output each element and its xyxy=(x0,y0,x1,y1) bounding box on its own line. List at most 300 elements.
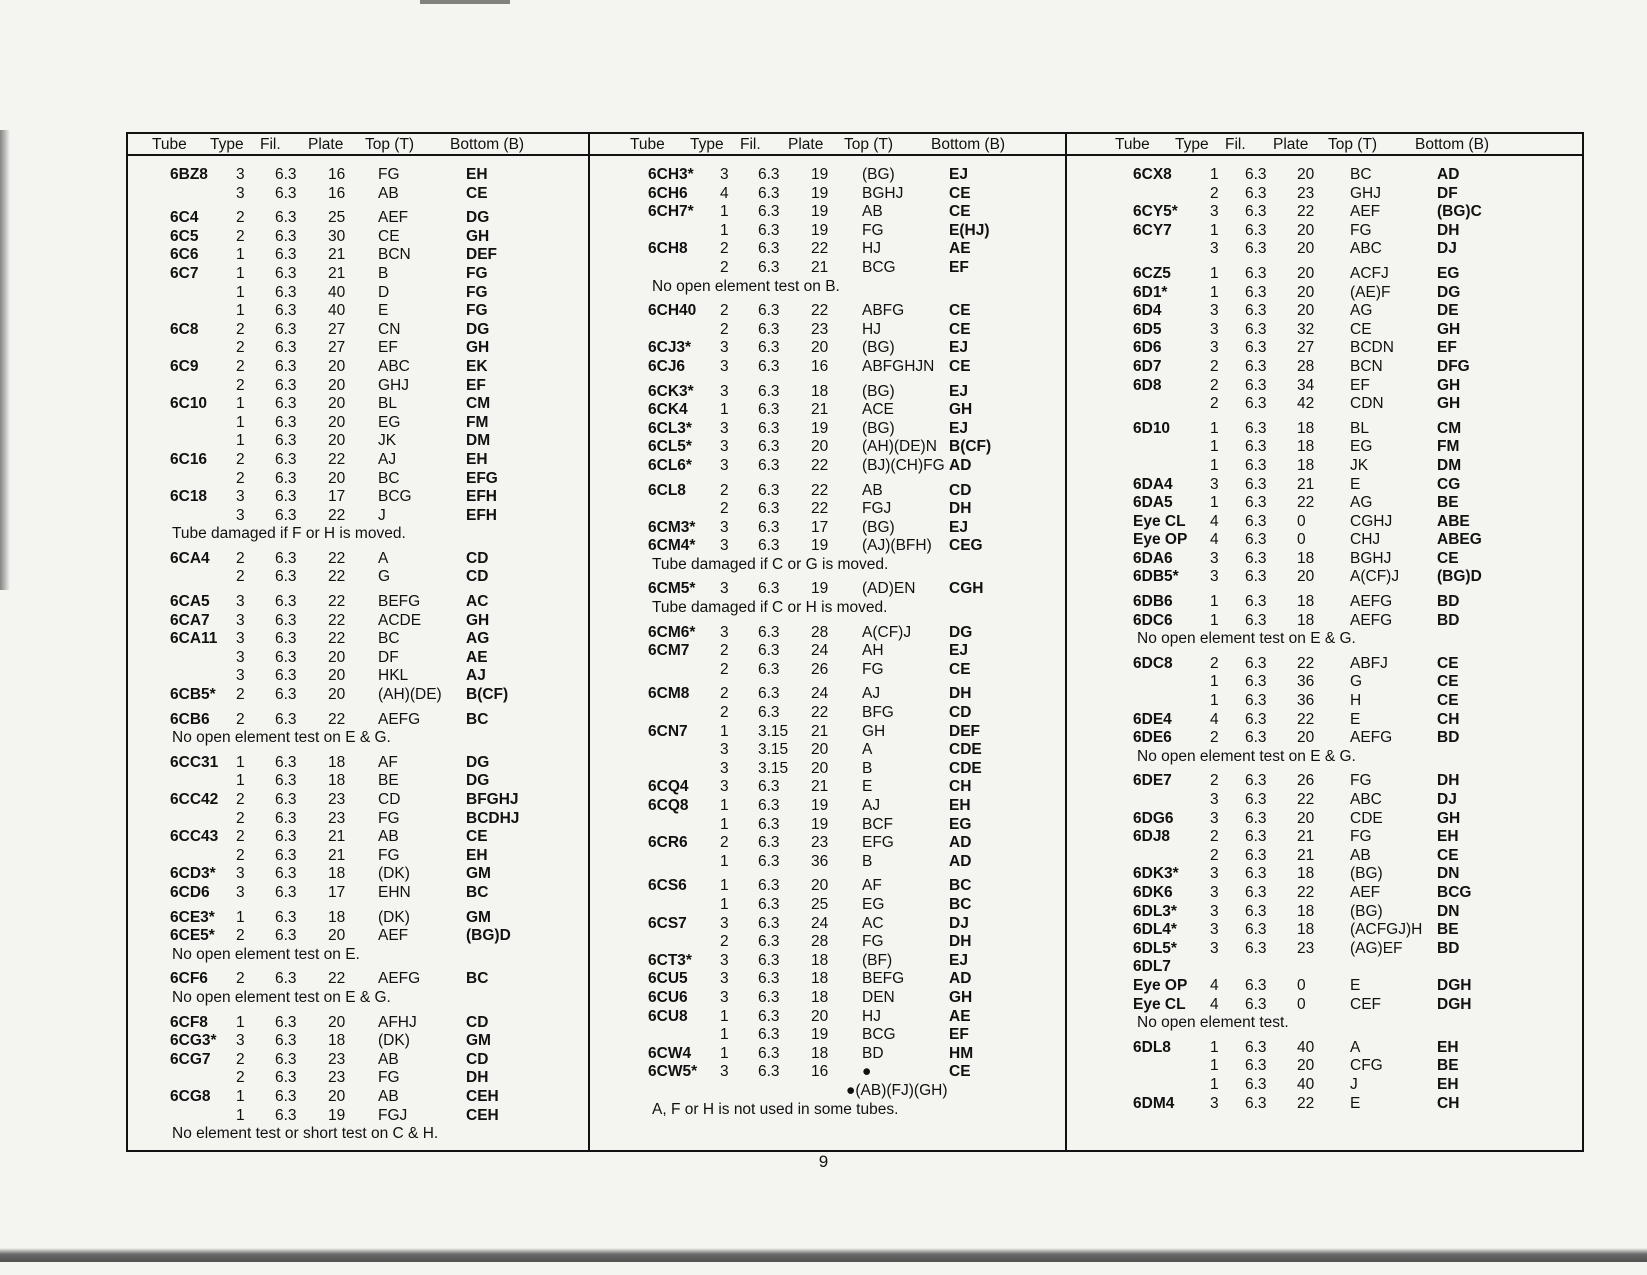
type-cell: 2 xyxy=(1210,828,1219,846)
note-text: Tube damaged if C or G is moved. xyxy=(652,555,889,573)
table-row xyxy=(1067,494,1582,513)
plate-cell: 21 xyxy=(328,846,346,864)
type-cell: 1 xyxy=(720,1007,729,1025)
type-cell: 2 xyxy=(236,469,245,487)
bottom-cell: DF xyxy=(1437,184,1458,202)
bottom-cell: CEH xyxy=(466,1087,499,1105)
bottom-cell: AG xyxy=(466,630,490,648)
filament-cell: 6.3 xyxy=(275,302,297,320)
top-cell: ABFJ xyxy=(1350,654,1388,672)
plate-cell: 19 xyxy=(811,419,829,437)
type-cell: 2 xyxy=(720,834,729,852)
header-type: Type xyxy=(1175,136,1209,153)
filament-cell: 6.3 xyxy=(275,166,297,183)
tube-cell: 6CN7 xyxy=(648,722,688,740)
bottom-cell: CEG xyxy=(949,537,983,555)
type-cell: 2 xyxy=(720,642,729,660)
top-cell: (AH)(DE)N xyxy=(862,438,937,456)
bottom-cell: AE xyxy=(949,240,971,258)
table-row xyxy=(128,414,588,433)
column-header xyxy=(590,134,1065,156)
tube-cell: 6CE5* xyxy=(170,927,215,945)
filament-cell: 6.3 xyxy=(275,593,297,611)
plate-cell: 24 xyxy=(811,685,829,703)
table-note xyxy=(590,278,1065,297)
tube-cell: 6DE6 xyxy=(1133,729,1172,747)
bottom-cell: FG xyxy=(466,283,488,301)
table-row xyxy=(590,685,1065,704)
bottom-cell: AE xyxy=(949,1007,971,1025)
plate-cell: 22 xyxy=(328,450,346,468)
filament-cell: 6.3 xyxy=(1245,976,1267,994)
plate-cell: 21 xyxy=(328,264,346,282)
top-cell: BCF xyxy=(862,815,893,833)
table-row xyxy=(128,432,588,451)
bottom-cell: BD xyxy=(1437,593,1460,611)
table-row xyxy=(590,185,1065,204)
plate-cell: 18 xyxy=(1297,456,1315,474)
table-row xyxy=(1067,240,1582,259)
table-row xyxy=(590,240,1065,259)
table-row xyxy=(128,451,588,470)
tube-cell: 6CK3* xyxy=(648,382,694,400)
table-row xyxy=(128,339,588,358)
table-row xyxy=(128,568,588,587)
plate-cell: 27 xyxy=(1297,339,1315,357)
plate-cell: 22 xyxy=(328,506,346,524)
top-cell: (DK) xyxy=(378,865,410,883)
table-row xyxy=(1067,1057,1582,1076)
top-cell: E xyxy=(862,778,873,796)
plate-cell: 40 xyxy=(328,283,346,301)
top-cell: ABC xyxy=(378,357,410,375)
top-cell: AEF xyxy=(1350,883,1381,901)
plate-cell: 19 xyxy=(811,203,829,221)
tube-cell: 6CY7 xyxy=(1133,221,1172,239)
bottom-cell: AD xyxy=(949,456,972,474)
plate-cell: 18 xyxy=(1297,419,1315,437)
plate-cell: 22 xyxy=(1297,883,1315,901)
table-row xyxy=(128,228,588,247)
type-cell: 3 xyxy=(236,883,245,901)
tube-cell: 6CH40 xyxy=(648,302,697,320)
table-row xyxy=(128,828,588,847)
bottom-cell: (BG)D xyxy=(466,927,511,945)
bottom-cell: CM xyxy=(1437,419,1462,437)
tube-cell: 6CH6 xyxy=(648,184,688,202)
type-cell: 3 xyxy=(720,456,729,474)
filament-cell: 6.3 xyxy=(758,914,780,932)
table-row xyxy=(1067,377,1582,396)
type-cell: 1 xyxy=(720,797,729,814)
tube-cell: 6CH7* xyxy=(648,203,694,221)
bottom-cell: DFG xyxy=(1437,357,1470,375)
type-cell: 1 xyxy=(720,852,729,870)
filament-cell: 6.3 xyxy=(758,1007,780,1025)
filament-cell: 6.3 xyxy=(275,469,297,487)
plate-cell: 20 xyxy=(1297,568,1315,586)
top-cell: J xyxy=(1350,1075,1358,1093)
bottom-cell: BFGHJ xyxy=(466,791,519,808)
top-cell: AF xyxy=(862,877,882,895)
bottom-cell: CE xyxy=(1437,673,1459,691)
bottom-cell: EK xyxy=(466,357,488,375)
type-cell: 2 xyxy=(720,240,729,258)
bottom-cell: CDE xyxy=(949,759,982,777)
table-row xyxy=(1067,568,1582,587)
top-cell: H xyxy=(1350,692,1362,710)
header-top: Top (T) xyxy=(1328,136,1378,153)
plate-cell: 20 xyxy=(328,469,346,487)
table-row xyxy=(1067,166,1582,185)
table-row xyxy=(1067,476,1582,495)
type-cell: 1 xyxy=(236,1087,245,1105)
top-cell: CDN xyxy=(1350,395,1384,413)
bottom-cell: E(HJ) xyxy=(949,221,990,239)
plate-cell: 23 xyxy=(811,320,829,338)
table-row xyxy=(128,754,588,773)
filament-cell: 6.3 xyxy=(275,667,297,685)
plate-cell: 22 xyxy=(328,630,346,648)
table-row xyxy=(590,1008,1065,1027)
bottom-cell: CE xyxy=(949,184,971,202)
type-cell: 3 xyxy=(1210,1094,1219,1112)
bottom-cell: EH xyxy=(466,450,488,468)
tube-cell: 6DL5* xyxy=(1133,939,1177,957)
type-cell: 1 xyxy=(720,1044,729,1062)
bottom-cell: DN xyxy=(1437,902,1460,920)
filament-cell: 6.3 xyxy=(1245,475,1267,493)
table-row xyxy=(128,612,588,631)
type-cell: 2 xyxy=(236,376,245,394)
plate-cell: 19 xyxy=(811,797,829,814)
top-cell: EG xyxy=(862,895,885,913)
tube-cell: 6DK3* xyxy=(1133,865,1179,883)
type-cell: 3 xyxy=(1210,568,1219,586)
plate-cell: 40 xyxy=(1297,1038,1315,1056)
bottom-cell: CE xyxy=(949,203,971,221)
table-row xyxy=(1067,940,1582,959)
tube-cell: 6CJ3* xyxy=(648,339,692,357)
plate-cell: 26 xyxy=(811,660,829,678)
tube-cell: 6CF6 xyxy=(170,970,208,988)
tube-cell: 6C8 xyxy=(170,320,199,338)
bottom-cell: BE xyxy=(1437,921,1459,939)
tube-cell: 6DL7 xyxy=(1133,958,1171,976)
plate-cell: 18 xyxy=(328,908,346,926)
type-cell: 3 xyxy=(236,184,245,202)
bottom-cell: DEF xyxy=(949,722,980,740)
filament-cell: 6.3 xyxy=(1245,438,1267,456)
bottom-cell: EJ xyxy=(949,518,968,536)
plate-cell: 18 xyxy=(328,865,346,883)
filament-cell: 6.3 xyxy=(275,264,297,282)
filament-cell: 6.3 xyxy=(1245,1038,1267,1056)
type-cell: 2 xyxy=(236,791,245,808)
table-row xyxy=(1067,358,1582,377)
table-row xyxy=(590,797,1065,816)
table-row xyxy=(1067,1095,1582,1114)
bottom-cell: BE xyxy=(1437,1057,1459,1075)
top-cell: HJ xyxy=(862,1007,881,1025)
filament-cell: 6.3 xyxy=(275,184,297,202)
table-row xyxy=(128,377,588,396)
filament-cell: 6.3 xyxy=(275,357,297,375)
top-cell: AEF xyxy=(378,927,409,945)
tube-cell: 6CW4 xyxy=(648,1044,692,1062)
table-row xyxy=(1067,791,1582,810)
note-text: No open element test on E. xyxy=(172,945,360,963)
type-cell: 3 xyxy=(236,667,245,685)
bottom-cell: CD xyxy=(466,568,489,586)
bottom-cell: CD xyxy=(466,1013,489,1031)
type-cell: 3 xyxy=(1210,921,1219,939)
table-note xyxy=(590,556,1065,575)
bottom-cell: GH xyxy=(1437,376,1461,394)
bottom-cell: BC xyxy=(949,877,972,895)
filament-cell: 6.3 xyxy=(758,834,780,852)
bottom-cell: CE xyxy=(949,357,971,375)
type-cell: 4 xyxy=(720,184,729,202)
plate-cell: 20 xyxy=(1297,221,1315,239)
table-row xyxy=(590,642,1065,661)
tube-cell: 6CU8 xyxy=(648,1007,688,1025)
filament-cell: 6.3 xyxy=(758,1063,780,1081)
type-cell: 1 xyxy=(236,413,245,431)
table-row xyxy=(128,1107,588,1126)
filament-cell: 6.3 xyxy=(758,852,780,870)
type-cell: 1 xyxy=(720,877,729,895)
plate-cell: 28 xyxy=(811,623,829,641)
table-row xyxy=(1067,457,1582,476)
table-row xyxy=(1067,420,1582,439)
bottom-cell: HM xyxy=(949,1044,974,1062)
top-cell: B xyxy=(862,759,873,777)
plate-cell: 16 xyxy=(811,1063,829,1081)
table-row xyxy=(590,952,1065,971)
top-cell: AB xyxy=(378,1087,399,1105)
plate-cell: 0 xyxy=(1297,512,1306,530)
tube-cell: 6C16 xyxy=(170,450,208,468)
tube-cell: 6C10 xyxy=(170,395,208,413)
column-2 xyxy=(588,134,1065,1150)
table-row xyxy=(1067,903,1582,922)
table-row xyxy=(128,1014,588,1033)
filament-cell: 6.3 xyxy=(758,778,780,796)
header-top: Top (T) xyxy=(365,136,415,153)
top-cell: CDE xyxy=(1350,809,1383,827)
type-cell: 2 xyxy=(1210,772,1219,790)
top-cell: AEF xyxy=(1350,203,1381,221)
table-row xyxy=(128,791,588,810)
filament-cell: 6.3 xyxy=(275,209,297,227)
filament-cell: 6.3 xyxy=(1245,921,1267,939)
table-row xyxy=(1067,203,1582,222)
table-row xyxy=(1067,1076,1582,1095)
bottom-cell: EH xyxy=(1437,1038,1459,1056)
tube-cell: 6DJ8 xyxy=(1133,828,1171,846)
top-cell: AEFG xyxy=(1350,729,1393,747)
table-row xyxy=(128,1032,588,1051)
plate-cell: 23 xyxy=(1297,184,1315,202)
bottom-cell: FM xyxy=(1437,438,1460,456)
type-cell: 3 xyxy=(720,357,729,375)
type-cell: 3 xyxy=(1210,549,1219,567)
type-cell: 1 xyxy=(236,302,245,320)
top-cell: ABFGHJN xyxy=(862,357,935,375)
top-cell: HKL xyxy=(378,667,409,685)
bottom-cell: DJ xyxy=(1437,240,1457,258)
table-row xyxy=(128,927,588,946)
top-cell: GH xyxy=(862,722,886,740)
top-cell: CE xyxy=(1350,320,1372,338)
filament-cell: 6.3 xyxy=(275,227,297,245)
table-row xyxy=(128,209,588,228)
tube-cell: 6CD3* xyxy=(170,865,216,883)
filament-cell: 6.3 xyxy=(758,970,780,988)
plate-cell: 0 xyxy=(1297,976,1306,994)
plate-cell: 20 xyxy=(1297,283,1315,301)
top-cell: FG xyxy=(1350,772,1372,790)
top-cell: AJ xyxy=(378,450,397,468)
table-row xyxy=(128,395,588,414)
top-cell: (ACFGJ)H xyxy=(1350,921,1423,939)
bottom-cell: DG xyxy=(949,623,973,641)
tube-cell: 6CQ8 xyxy=(648,797,689,814)
type-cell: 2 xyxy=(1210,357,1219,375)
table-row xyxy=(590,989,1065,1008)
table-row xyxy=(590,853,1065,872)
filament-cell: 6.3 xyxy=(275,846,297,864)
table-row xyxy=(128,686,588,705)
plate-cell: 20 xyxy=(328,413,346,431)
type-cell: 2 xyxy=(720,500,729,518)
top-cell: CD xyxy=(378,791,401,808)
type-cell: 4 xyxy=(1210,976,1219,994)
top-cell: FGJ xyxy=(862,500,892,518)
top-cell: ACDE xyxy=(378,611,422,629)
tube-cell: 6DC6 xyxy=(1133,611,1173,629)
type-cell: 2 xyxy=(236,970,245,988)
tube-cell: 6DB5* xyxy=(1133,568,1179,586)
bottom-cell: EH xyxy=(1437,828,1459,846)
note-text: No open element test on E & G. xyxy=(172,729,391,747)
table-row xyxy=(590,203,1065,222)
plate-cell: 20 xyxy=(328,686,346,704)
filament-cell: 6.3 xyxy=(758,320,780,338)
plate-cell: 23 xyxy=(1297,939,1315,957)
bottom-cell: DH xyxy=(466,1069,489,1087)
tube-cell: 6CM4* xyxy=(648,537,696,555)
bottom-cell: DH xyxy=(949,685,972,703)
bottom-cell: CH xyxy=(949,778,972,796)
table-row xyxy=(1067,673,1582,692)
table-row xyxy=(128,711,588,730)
filament-cell: 6.3 xyxy=(1245,883,1267,901)
top-cell: E xyxy=(378,302,389,320)
plate-cell: 23 xyxy=(328,1050,346,1068)
plate-cell: 22 xyxy=(1297,203,1315,221)
tube-cell: 6CB6 xyxy=(170,710,210,728)
bottom-cell: FG xyxy=(466,302,488,320)
filament-cell: 6.3 xyxy=(275,1106,297,1124)
type-cell: 3 xyxy=(720,741,729,759)
plate-cell: 22 xyxy=(328,611,346,629)
top-cell: FG xyxy=(378,846,400,864)
top-cell: (DK) xyxy=(378,1032,410,1050)
plate-cell: 36 xyxy=(1297,692,1315,710)
top-cell: BFG xyxy=(862,704,894,722)
type-cell: 1 xyxy=(720,203,729,221)
plate-cell: 18 xyxy=(328,1032,346,1050)
type-cell: 2 xyxy=(236,227,245,245)
table-row xyxy=(1067,810,1582,829)
top-cell: E xyxy=(1350,710,1361,728)
top-cell: ABFG xyxy=(862,302,905,320)
filament-cell: 3.15 xyxy=(758,759,789,777)
top-cell: (BJ)(CH)FG xyxy=(862,456,945,474)
filament-cell: 6.3 xyxy=(1245,166,1267,183)
type-cell: 3 xyxy=(720,580,729,598)
top-cell: CE xyxy=(378,227,400,245)
bottom-cell: DG xyxy=(466,320,490,338)
table-note xyxy=(1067,630,1582,649)
top-cell: CN xyxy=(378,320,401,338)
filament-cell: 6.3 xyxy=(758,660,780,678)
bottom-cell: CD xyxy=(466,549,489,567)
header-bottom: Bottom (B) xyxy=(450,136,525,153)
bottom-cell: EJ xyxy=(949,166,968,183)
type-cell: 1 xyxy=(236,395,245,413)
filament-cell: 6.3 xyxy=(1245,456,1267,474)
filament-cell: 6.3 xyxy=(1245,673,1267,691)
type-cell: 2 xyxy=(720,660,729,678)
type-cell: 1 xyxy=(1210,438,1219,456)
type-cell: 3 xyxy=(1210,339,1219,357)
filament-cell: 6.3 xyxy=(1245,995,1267,1013)
plate-cell: 36 xyxy=(1297,673,1315,691)
filament-cell: 6.3 xyxy=(1245,264,1267,282)
bottom-cell: EF xyxy=(949,1026,969,1044)
bottom-cell: AD xyxy=(949,852,972,870)
top-cell: AEF xyxy=(378,209,409,227)
type-cell: 1 xyxy=(236,432,245,450)
tube-cell: 6CC43 xyxy=(170,828,219,846)
bottom-cell: GH xyxy=(1437,395,1461,413)
type-cell: 2 xyxy=(236,320,245,338)
tube-cell: 6DC8 xyxy=(1133,654,1173,672)
tube-cell: 6CE3* xyxy=(170,908,215,926)
top-cell: BEFG xyxy=(862,970,905,988)
top-cell: (BG) xyxy=(862,339,895,357)
column-body xyxy=(590,166,1065,1119)
bottom-cell: EJ xyxy=(949,339,968,357)
type-cell: 3 xyxy=(1210,939,1219,957)
plate-cell: 30 xyxy=(328,227,346,245)
bottom-cell: EH xyxy=(1437,1075,1459,1093)
type-cell: 1 xyxy=(1210,1057,1219,1075)
bottom-cell: AC xyxy=(466,593,489,611)
bottom-cell: CE xyxy=(1437,549,1459,567)
top-cell: BGHJ xyxy=(862,184,904,202)
table-row xyxy=(590,537,1065,556)
type-cell: 2 xyxy=(236,927,245,945)
type-cell: 2 xyxy=(236,357,245,375)
filament-cell: 6.3 xyxy=(758,166,780,183)
table-row xyxy=(590,760,1065,779)
type-cell: 1 xyxy=(1210,1038,1219,1056)
plate-cell: 21 xyxy=(1297,846,1315,864)
